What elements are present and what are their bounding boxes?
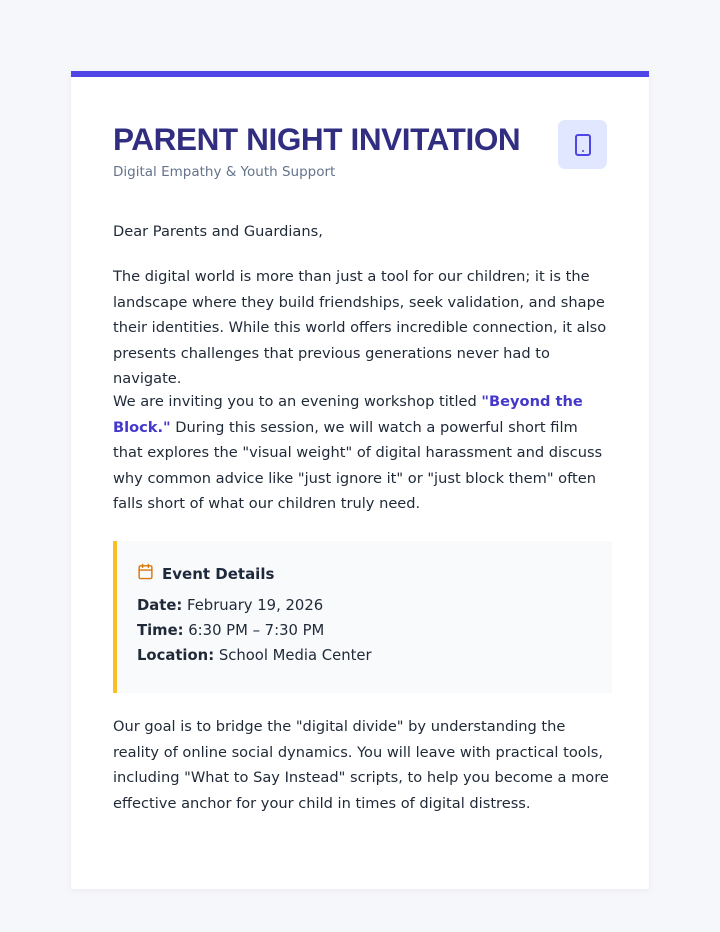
event-details-box <box>113 541 612 693</box>
intro-paragraph: The digital world is more than just a tool for our children; it is the landscape where they build friendships, seek validation, and shape their identities. While this world offers incredible connection, it also presents challenges that previous generations never had to navigate. <box>113 268 607 388</box>
workshop-paragraph-lead: We are inviting you to an evening workshop titled <box>113 393 482 410</box>
accent-bar <box>71 71 649 77</box>
event-location-label: Location: <box>137 647 215 664</box>
calendar-icon <box>137 563 154 584</box>
event-details-title: Event Details <box>162 564 275 583</box>
event-time-value: 6:30 PM – 7:30 PM <box>183 622 325 639</box>
event-time-label: Time: <box>137 622 184 639</box>
goal-paragraph: Our goal is to bridge the "digital divide" by understanding the reality of online social dynamics. You will leave with practical tools, including "What to Say Instead" scripts, to help you become a more effective anchor for your child in times of digital distress. <box>113 718 609 812</box>
page-title: PARENT NIGHT INVITATION <box>113 121 521 157</box>
event-location-value: School Media Center <box>214 647 372 664</box>
invitation-card <box>71 71 649 889</box>
event-date <box>137 596 323 616</box>
event-date-label: Date: <box>137 597 183 614</box>
event-location <box>137 646 372 666</box>
workshop-paragraph-rest: During this session, we will watch a powerful short film that explores the "visual weight" of digital harassment and discuss why common advice like "just ignore it" or "just block them" often falls short of what our children truly need. <box>113 418 603 513</box>
event-details-header <box>137 563 274 584</box>
salutation: Dear Parents and Guardians, <box>113 223 323 240</box>
tablet-icon <box>558 120 607 169</box>
workshop-paragraph <box>113 389 611 517</box>
workshop-title: "Beyond the Block." <box>113 393 583 436</box>
event-time <box>137 621 324 641</box>
page-subtitle: Digital Empathy & Youth Support <box>113 164 336 180</box>
event-date-value: February 19, 2026 <box>182 597 324 614</box>
